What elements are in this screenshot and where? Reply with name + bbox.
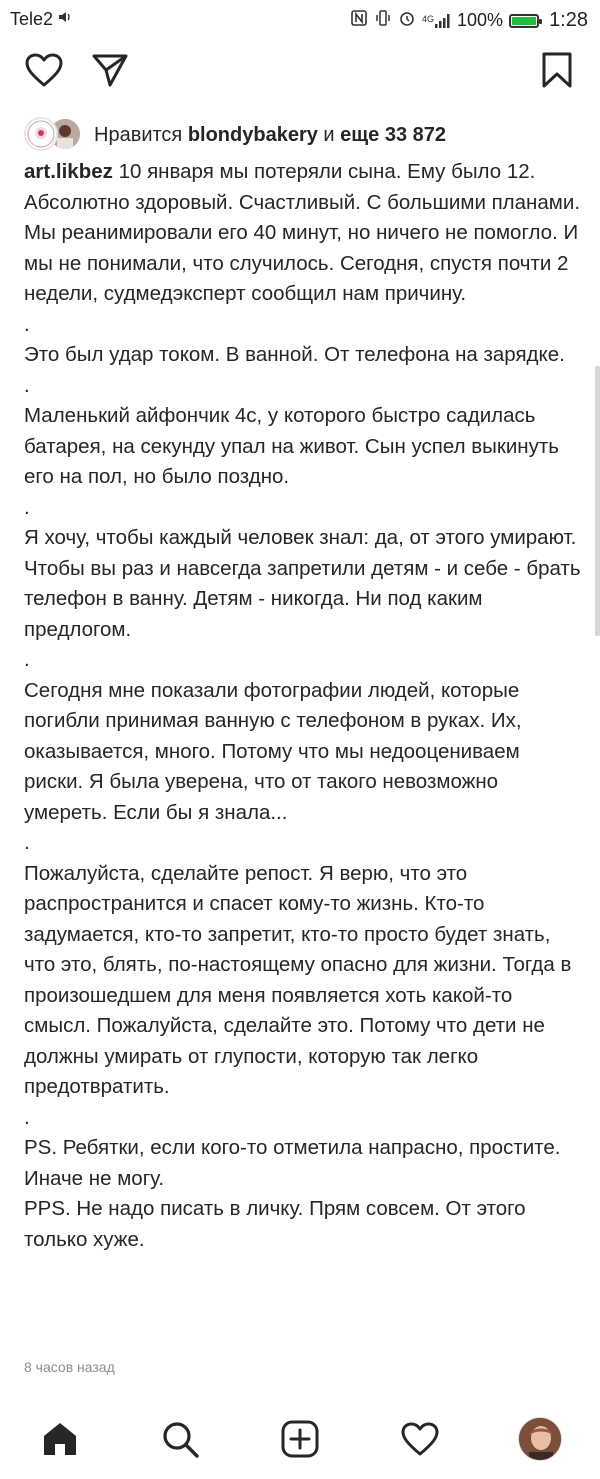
liker-avatar [24,117,58,151]
heart-icon [24,52,64,88]
nfc-icon [350,9,368,32]
post-caption [24,157,584,1255]
liker-avatars [24,117,82,153]
caption-text: 10 января мы потеряли сына. Ему было 12. Абсолютно здоровый. Счастливый. С большими планами. Мы реанимировали его 40 минут, но ничего не помогло. И мы не понимали, что случилось. Сегодня, спустя почти 2 недели, судмедэксперт сообщил нам причину. [24,160,581,305]
nav-home[interactable] [38,1417,82,1461]
nav-activity[interactable] [398,1417,442,1461]
caption-separator: . [24,1105,30,1129]
caption-paragraph: Маленький айфончик 4с, у которого быстро садилась батарея, на секунду упал на живот. Сын успел выкинуть его на пол, но было поздно. [24,404,559,488]
home-icon [40,1419,80,1459]
likes-connector: и [317,123,341,146]
caption-paragraph: Сегодня мне показали фотографии людей, которые погибли принимая ванную с телефоном в руках. Их, оказывается, много. Потому что мы недооцениваем риски. Я была уверена, что от такого невозможно умереть. Если бы я знала... [24,678,522,824]
alarm-icon [398,9,416,32]
likes-prefix: Нравится [94,123,188,146]
scrollbar[interactable] [595,366,600,636]
caption-separator: . [24,373,30,397]
activity-heart-icon [400,1420,440,1458]
caption-paragraph: Я хочу, чтобы каждый человек знал: да, от этого умирают. Чтобы вы раз и навсегда запретили детям - и себе - брать телефон в ванну. Детям - никогда. Ни под каким предлогом. [24,526,581,641]
liker-username[interactable]: blondybakery [187,123,318,146]
bookmark-icon [540,51,574,89]
status-left [10,9,73,30]
nav-search[interactable] [158,1417,202,1461]
new-post-icon [280,1419,320,1459]
bottom-nav [0,1400,600,1479]
caption-paragraph: Пожалуйста, сделайте репост. Я верю, что это распространится и спасет кому-то жизнь. Кто-то задумается, кто-то запретит, кто-то просто будет знать, что это, блять, по-настоящему опасно для жизни. Тогда в произошедшем для меня появляется хоть какой-то смысл. Пожалуйста, сделайте это. Потому что дети не должны умирать от глупости, которую так легко предотвратить. [24,861,572,1098]
save-button[interactable] [535,48,579,92]
battery-fill [512,17,536,25]
send-icon [91,51,129,89]
likes-text [94,124,446,147]
caption-paragraph [24,157,584,310]
likes-count[interactable]: еще 33 872 [340,123,447,146]
likes-row[interactable] [24,115,446,155]
caption-paragraph: PPS. Не надо писать в личку. Прям совсем. От этого только хуже. [24,1197,526,1251]
status-right [350,9,588,32]
share-button[interactable] [88,48,132,92]
post-action-row [0,48,600,100]
vibrate-icon [374,9,392,32]
status-bar [0,0,600,40]
profile-avatar [518,1417,562,1461]
caption-separator: . [24,648,30,671]
like-button[interactable] [22,48,66,92]
battery-percent: 100% [457,10,504,30]
signal-icon [422,14,451,28]
network-type: 4G [422,13,435,24]
caption-separator: . [24,312,30,336]
volume-icon [57,9,73,30]
clock: 1:28 [549,9,588,31]
nav-new-post[interactable] [278,1417,322,1461]
caption-paragraph: PS. Ребятки, если кого-то отметила напрасно, простите. Иначе не могу. [24,1136,561,1190]
caption-separator: . [24,495,30,519]
author-username[interactable]: art.likbez [24,160,113,183]
battery-icon [509,14,539,28]
search-icon [160,1419,200,1459]
caption-paragraph: Это был удар током. В ванной. От телефона на зарядке. [24,343,565,366]
post-timestamp: 8 часов назад [24,1359,115,1375]
caption-separator: . [24,831,30,854]
carrier-name: Tele2 [10,9,54,29]
nav-profile[interactable] [518,1417,562,1461]
